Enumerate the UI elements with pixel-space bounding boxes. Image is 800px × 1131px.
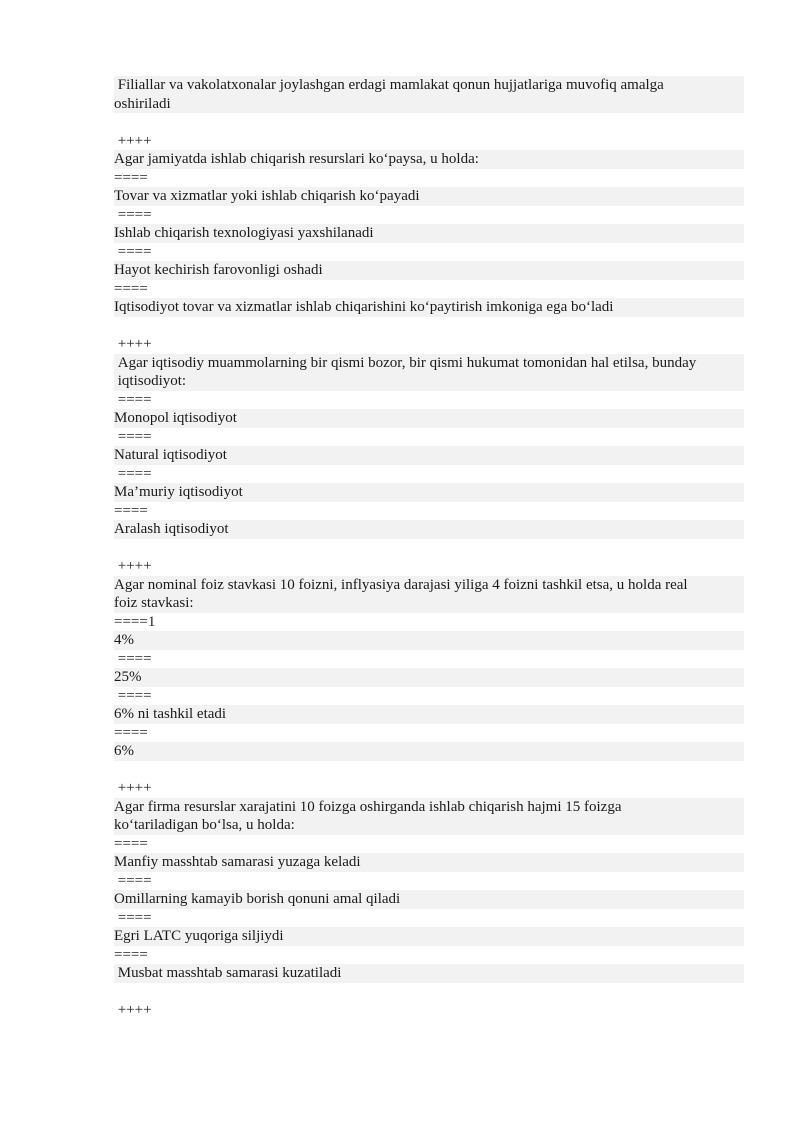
question-marker: ++++ [114, 558, 152, 574]
answer-option: 25% [114, 668, 744, 687]
answer-option: Hayot kechirish farovonligi oshadi [114, 261, 744, 280]
question-marker: ++++ [114, 132, 152, 149]
answer-option: Omillarning kamayib borish qonuni amal qiladi [114, 890, 744, 909]
question-marker: ++++ [114, 1002, 152, 1018]
option-separator: ==== [114, 206, 152, 223]
answer-option: Manfiy masshtab samarasi yuzaga keladi [114, 853, 744, 872]
document-page [114, 76, 744, 1020]
question-marker: ++++ [114, 336, 152, 352]
option-separator: ==== [114, 169, 148, 186]
question-text: Agar jamiyatda ishlab chiqarish resurslari ko‘paysa, u holda: [114, 150, 744, 169]
question-text: iqtisodiyot: [114, 372, 744, 391]
option-separator: ==== [114, 724, 148, 741]
option-separator: ==== [114, 243, 152, 260]
option-separator: ==== [114, 502, 148, 519]
question-block [114, 557, 744, 761]
answer-option: Iqtisodiyot tovar va xizmatlar ishlab chiqarishini ko‘paytirish imkoniga ega bo‘ladi [114, 298, 744, 317]
option-separator: ==== [114, 687, 152, 704]
option-separator: ==== [114, 428, 152, 445]
question-marker: ++++ [114, 780, 152, 796]
answer-option: Ishlab chiqarish texnologiyasi yaxshilanadi [114, 224, 744, 243]
option-separator: ==== [114, 872, 152, 889]
question-block [114, 779, 744, 983]
answer-option: Monopol iqtisodiyot [114, 409, 744, 428]
option-separator: ==== [114, 835, 148, 852]
question-text: ko‘tariladigan bo‘lsa, u holda: [114, 816, 744, 835]
answer-option: 6% ni tashkil etadi [114, 705, 744, 724]
answer-option: Natural iqtisodiyot [114, 446, 744, 465]
option-separator: ====1 [114, 613, 156, 630]
option-separator: ==== [114, 909, 152, 926]
answer-option: 6% [114, 742, 744, 761]
option-separator: ==== [114, 280, 148, 297]
answer-option: Ma’muriy iqtisodiyot [114, 483, 744, 502]
answer-option: Tovar va xizmatlar yoki ishlab chiqarish ko‘payadi [114, 187, 744, 206]
question-text: Agar firma resurslar xarajatini 10 foizga oshirganda ishlab chiqarish hajmi 15 foizga [114, 798, 744, 817]
question-text: Agar nominal foiz stavkasi 10 foizni, inflyasiya darajasi yiligа 4 foizni tashkil etsa, u holda real [114, 576, 744, 595]
answer-option: Musbat masshtab samarasi kuzatiladi [114, 964, 744, 983]
option-separator: ==== [114, 946, 148, 963]
option-separator: ==== [114, 465, 152, 482]
question-text: Agar iqtisodiy muammolarning bir qismi bozor, bir qismi hukumat tomonidan hal etilsa, bunday [114, 354, 744, 373]
option-separator: ==== [114, 391, 152, 408]
question-text: foiz stavkasi: [114, 594, 744, 613]
intro-line: Filiallar va vakolatxonalar joylashgan erdagi mamlakat qonun hujjatlariga muvofiq amalga [114, 76, 744, 95]
option-separator: ==== [114, 650, 152, 667]
question-block [114, 132, 744, 317]
answer-option: 4% [114, 631, 744, 650]
answer-option: Egri LATC yuqoriga siljiydi [114, 927, 744, 946]
question-block [114, 335, 744, 539]
intro-line: oshiriladi [114, 95, 744, 114]
answer-option: Aralash iqtisodiyot [114, 520, 744, 539]
